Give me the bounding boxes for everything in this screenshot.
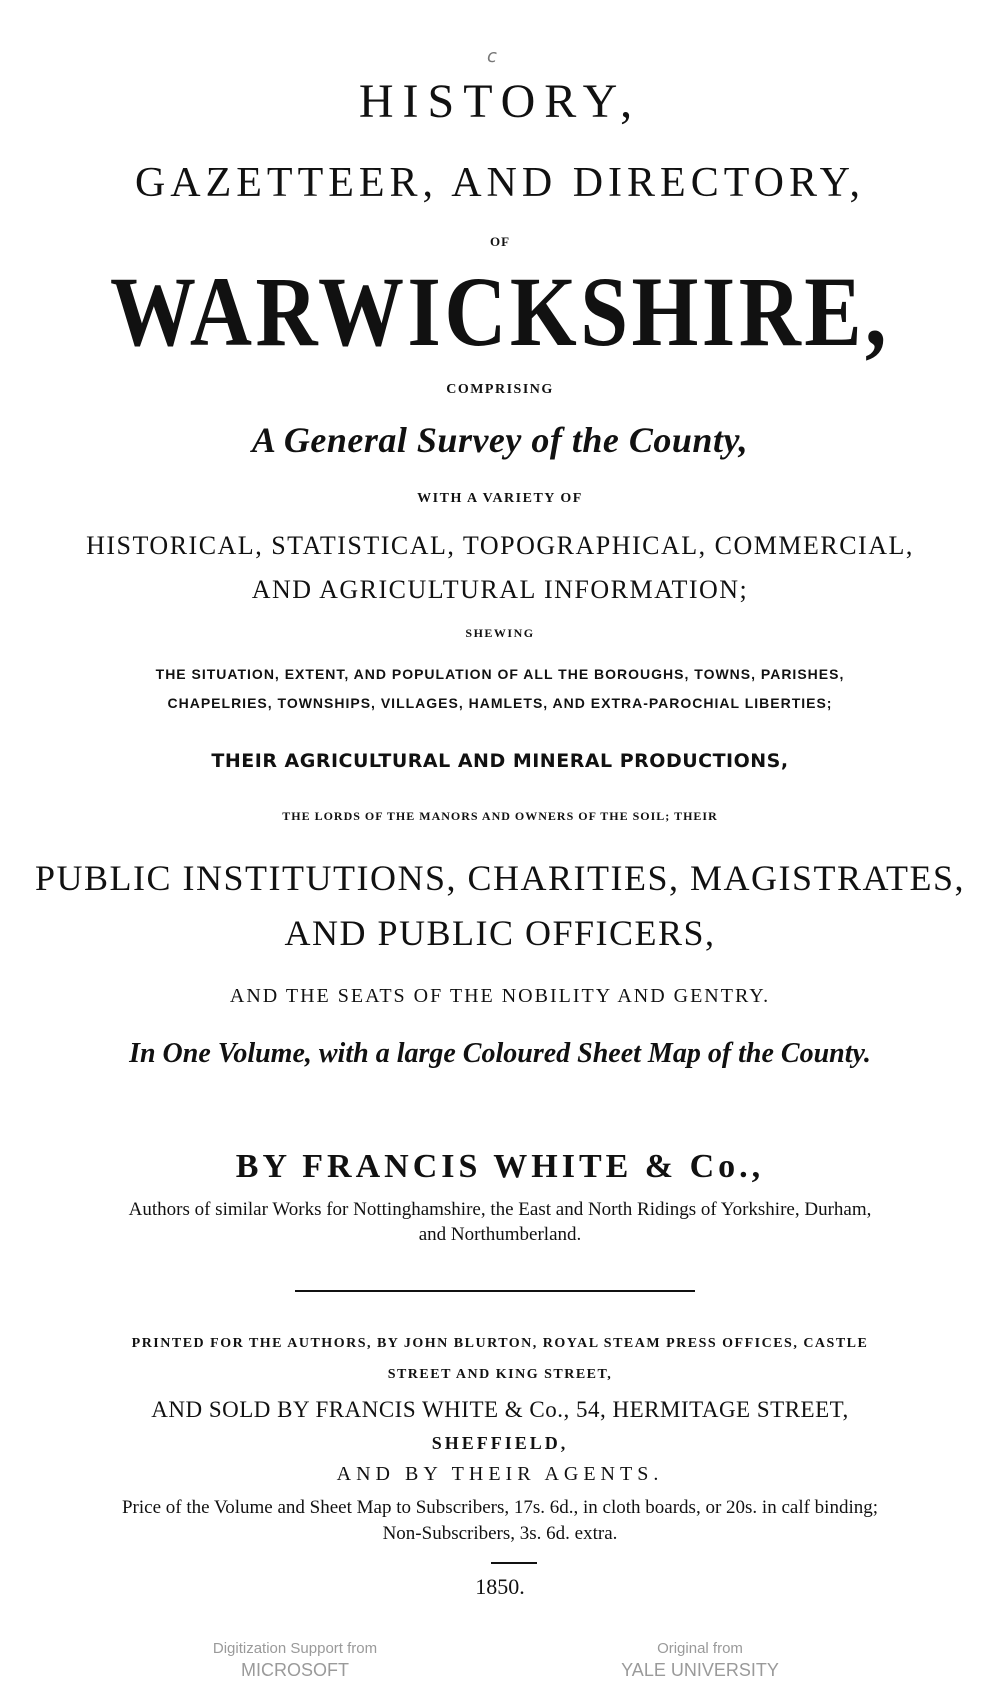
volume-line: In One Volume, with a large Coloured Sheet Map of the County. [129,1038,871,1069]
original-org: YALE UNIVERSITY [621,1659,779,1680]
sold-by-line: AND SOLD BY FRANCIS WHITE & Co., 54, HERMITAGE STREET, [151,1397,849,1422]
author-works-line-1: Authors of similar Works for Nottinghamshire, the East and North Ridings of Yorkshire, Durham, [128,1199,872,1220]
author-by-line: BY FRANCIS WHITE & Co., [235,1148,765,1185]
info-line-1: HISTORICAL, STATISTICAL, TOPOGRAPHICAL, COMMERCIAL, [86,531,914,560]
divider-rule [295,1290,695,1292]
price-line-1: Price of the Volume and Sheet Map to Subscribers, 17s. 6d., in cloth boards, or 20s. in calf binding; [121,1497,879,1518]
publication-year: 1850. [475,1574,525,1599]
year-rule [491,1562,537,1564]
comprising-label: COMPRISING [446,382,554,397]
title-county: WARWICKSHIRE, [109,256,890,367]
public-line-1: PUBLIC INSTITUTIONS, CHARITIES, MAGISTRATES, [34,858,966,898]
info-line-2: AND AGRICULTURAL INFORMATION; [251,575,749,604]
original-caption: Original from [657,1640,743,1657]
productions-line: THEIR AGRICULTURAL AND MINERAL PRODUCTIONS, [211,750,789,772]
public-line-2: AND PUBLIC OFFICERS, [284,913,716,953]
lords-line: THE LORDS OF THE MANORS AND OWNERS OF THE SOIL; THEIR [282,809,718,823]
with-variety-label: WITH A VARIETY OF [417,491,583,506]
agents-line: AND BY THEIR AGENTS. [336,1463,664,1485]
pencil-mark: c [487,46,497,67]
digitization-caption: Digitization Support from [212,1640,378,1657]
title-of: OF [489,234,511,249]
author-works-line-2: and Northumberland. [418,1224,582,1245]
digitization-credit [165,1640,425,1681]
title-history: HISTORY, [358,75,642,128]
price-line-2: Non-Subscribers, 3s. 6d. extra. [382,1523,618,1544]
general-survey-line: A General Survey of the County, [251,420,749,460]
shewing-label: SHEWING [465,626,535,640]
situation-line-1: THE SITUATION, EXTENT, AND POPULATION OF ALL THE BOROUGHS, TOWNS, PARISHES, [155,666,845,682]
original-credit [570,1640,830,1681]
city-line: SHEFFIELD, [431,1433,569,1453]
situation-line-2: CHAPELRIES, TOWNSHIPS, VILLAGES, HAMLETS, AND EXTRA-PAROCHIAL LIBERTIES; [167,695,833,711]
printed-line-1: PRINTED FOR THE AUTHORS, BY JOHN BLURTON, ROYAL STEAM PRESS OFFICES, CASTLE [131,1336,869,1351]
printed-line-2: STREET AND KING STREET, [387,1367,613,1382]
digitization-org: MICROSOFT [241,1659,349,1680]
seats-line: AND THE SEATS OF THE NOBILITY AND GENTRY. [229,985,771,1007]
title-gazetteer: GAZETTEER, AND DIRECTORY, [134,160,866,206]
